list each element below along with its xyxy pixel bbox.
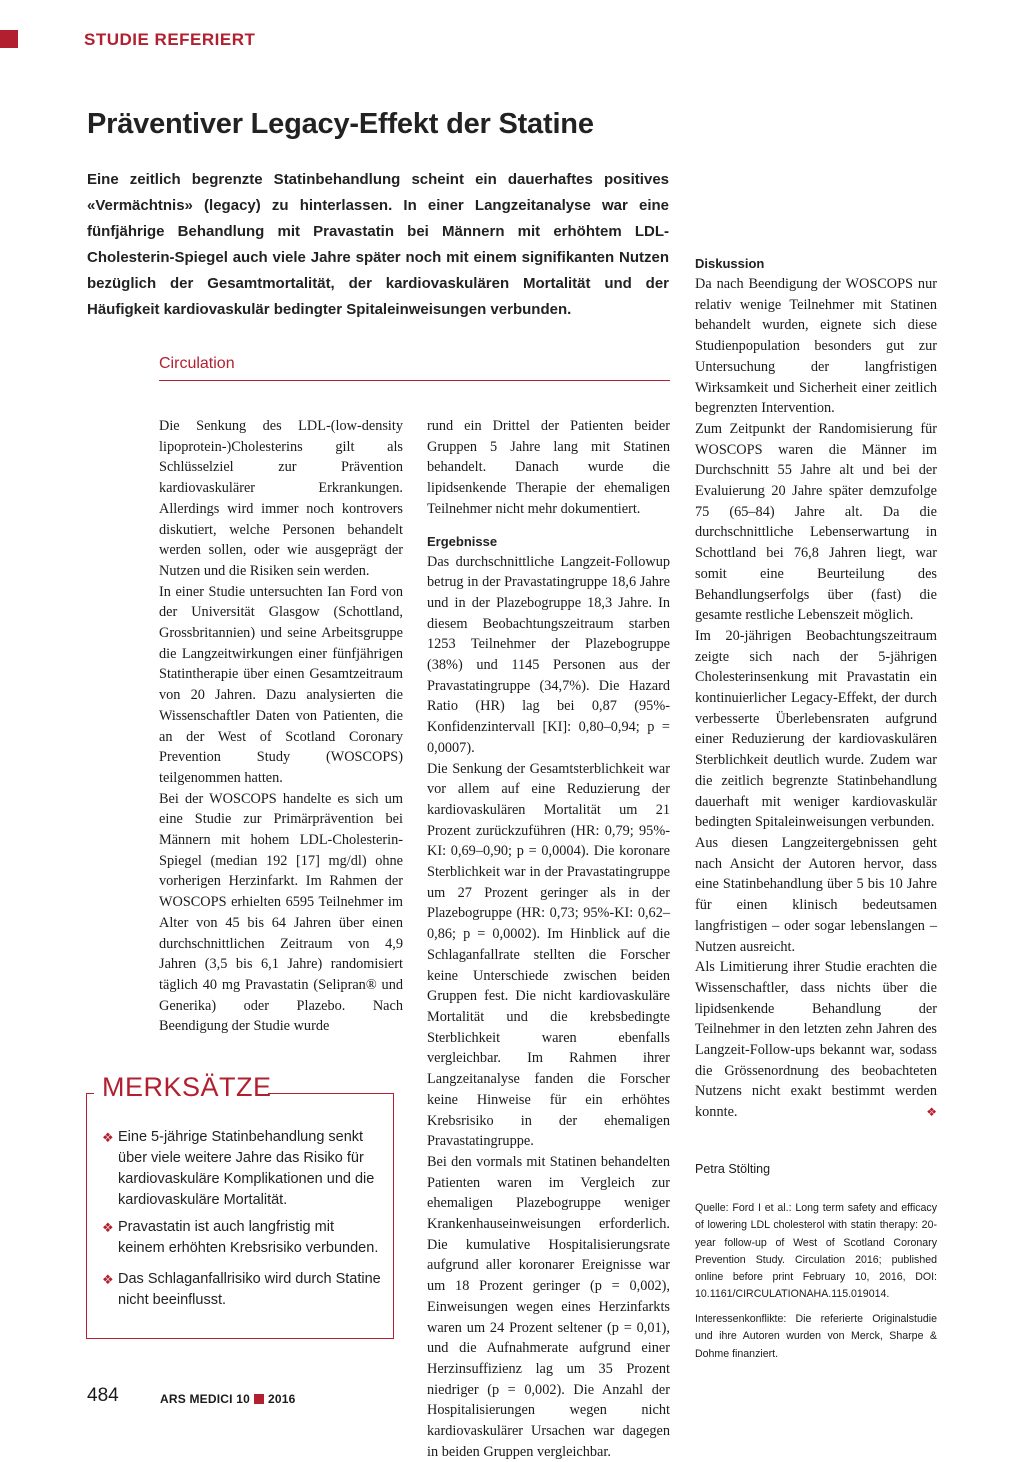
footer-square-icon: [254, 1394, 264, 1404]
merksaetze-item: [102, 1217, 382, 1259]
paragraph: Bei den vormals mit Statinen behandelten Patienten waren im Vergleich zur ehemaligen Plazebogruppe weniger Krankenhauseinweisungen erforderlich. Die kumulative Hospitalisierungsrate aufgrund aller koronarer Ereignisse war um 18 Prozent geringer (p = 0,002), Einweisungen wegen eines Herzinfarkts waren um 24 Prozent seltener (p = 0,01), und die Aufnahmerate aufgrund einer Herzinsuffizienz lag um 35 Prozent niedriger (p = 0,002). Die Anzahl der Hospitalisierungen wegen nicht kardiovaskulärer Ursachen war dagegen in beiden Gruppen vergleichbar.: [427, 1153, 670, 1460]
paragraph: Zum Zeitpunkt der Randomisierung für WOSCOPS waren die Männer im Durchschnitt 55 Jahre alt und bei der Evaluierung 20 Jahre später demzufolge 75 (65–84) Jahre alt. Da die durchschnittliche Lebenserwartung in Schottland bei 76,8 Jahren liegt, war somit eine Beurteilung des Behandlungserfolgs über (fast) die gesamte restliche Lebenszeit möglich.: [695, 420, 937, 624]
merksaetze-title: MERKSÄTZE: [102, 1072, 272, 1102]
section-heading-ergebnisse: Ergebnisse: [427, 533, 498, 549]
merksaetze-item-text: Pravastatin ist auch langfristig mit keinem erhöhten Krebsrisiko verbunden.: [118, 1219, 379, 1256]
diamond-bullet-icon: ❖: [102, 1272, 114, 1287]
paragraph: Die Senkung der Gesamtsterblichkeit war vor allem auf eine Reduzierung der kardiovaskulären Mortalität um 21 Prozent zurückzuführen (HR: 0,79; 95%-KI: 0,69–0,90; p = 0,0004). Die koronare Sterblichkeit war in der Pravastatingruppe um 27 Prozent geringer als in der Plazebogruppe (HR: 0,73; 95%-KI: 0,62–0,86; p = 0,0002). Im Hinblick auf die Schlaganfallrate stellten die Forscher keine Unterschiede zwischen beiden Gruppen fest. Die nicht kardiovaskuläre Mortalität und die krebsbedingte Sterblichkeit waren ebenfalls vergleichbar. Im Rahmen ihrer Langzeitanalyse fanden die Forscher keine Hinweise für ein erhöhtes Krebsrisiko in der ehemaligen Pravastatingruppe.: [427, 760, 670, 1150]
paragraph: Das durchschnittliche Langzeit-Followup betrug in der Pravastatingruppe 18,6 Jahre und in der Plazebogruppe 18,3 Jahre. In diesem Beobachtungszeitraum starben 1253 Teilnehmer der Plazebogruppe (38%) und 1145 Personen aus der Pravastatingruppe (34,7%). Die Hazard Ratio (HR) lag bei 0,87 (95%-Konfidenzintervall [KI]: 0,80–0,94; p = 0,0007).: [427, 553, 670, 756]
article-lead: Eine zeitlich begrenzte Statinbehandlung scheint ein dauerhaftes positives «Vermächtnis» (legacy) zu hinterlassen. In einer Langzeitanalyse war eine fünfjährige Behandlung mit Pravastatin bei Männern mit erhöhtem LDL-Cholesterin-Spiegel auch viele Jahre später noch mit einem signifikanten Nutzen bezüglich der Gesamtmortalität, der kardiovaskulären Mortalität und der Häufigkeit kardiovaskulär bedingter Spitaleinweisungen verbunden.: [87, 171, 669, 318]
conflict-of-interest-note: Interessenkonflikte: Die referierte Originalstudie und ihre Autoren wurden von Merck, Sharpe & Dohme finanziert.: [695, 1313, 937, 1360]
section-tag: STUDIE REFERIERT: [84, 30, 256, 49]
merksaetze-rule-right: [268, 1093, 394, 1094]
merksaetze-item: [102, 1127, 382, 1211]
paragraph: In einer Studie untersuchten Ian Ford von der Universität Glasgow (Schottland, Grossbritannien) und seine Arbeitsgruppe die Langzeitwirkungen einer fünfjährigen Statintherapie über einen Gesamtzeitraum von 20 Jahren. Dazu analysierten die Wissenschaftler Daten von Patienten, die an der West of Scotland Coronary Prevention Study (WOSCOPS) teilgenommen hatten.: [159, 583, 403, 786]
merksaetze-item-text: Das Schlaganfallrisiko wird durch Statine nicht beeinflusst.: [118, 1271, 381, 1308]
merksaetze-item: [102, 1269, 382, 1311]
author-name: Petra Stölting: [695, 1162, 771, 1176]
source-divider: [159, 380, 670, 381]
paragraph: Aus diesen Langzeitergebnissen geht nach Ansicht der Autoren hervor, dass eine Statinbehandlung über 5 bis 10 Jahre für einen klinisch bedeutsamen langfristigen – oder sogar lebenslangen – Nutzen ausreicht.: [695, 834, 937, 955]
text-column-1: [159, 416, 403, 1037]
paragraph: rund ein Drittel der Patienten beider Gruppen 5 Jahre lang mit Statinen behandelt. Danach wurde die lipidsenkende Therapie der ehemaligen Teilnehmer nicht mehr dokumentiert.: [427, 418, 670, 517]
merksaetze-item-text: Eine 5-jährige Statinbehandlung senkt über viele weitere Jahre das Risiko für kardiovaskuläre Komplikationen und die kardiovaskuläre Mortalität.: [118, 1129, 375, 1208]
journal-name: ARS MEDICI 10: [160, 1392, 250, 1406]
text-column-3: [695, 108, 937, 1123]
paragraph: Bei der WOSCOPS handelte es sich um eine Studie zur Primärprävention bei Männern mit hohem LDL-Cholesterin-Spiegel (median 192 [17] mg/dl) ohne vorherigen Herzinfarkt. Im Rahmen der WOSCOPS erhielten 6595 Teilnehmer im Alter von 45 bis 64 Jahren über einen durchschnittlichen Zeitraum von 4,9 Jahren (3,5 bis 6,1 Jahre) randomisiert täglich 40 mg Pravastatin (Selipran® und Generika) oder Plazebo. Nach Beendigung der Studie wurde: [159, 790, 403, 1035]
end-mark-icon: ❖: [926, 1105, 937, 1120]
page-number: 484: [87, 1385, 119, 1406]
paragraph: Im 20-jährigen Beobachtungszeitraum zeigte sich nach der 5-jährigen Cholesterinsenkung mit Pravastatin ein kontinuierlicher Legacy-Effekt, der durch verbesserte Überlebensraten aufgrund einer Reduzierung der kardiovaskulären Sterblichkeit deutlich wurde. Zudem war die zeitlich begrenzte Statinbehandlung dauerhaft mit weniger kardiovaskulär bedingten Spitaleinweisungen verbunden.: [695, 627, 937, 831]
diamond-bullet-icon: ❖: [102, 1220, 114, 1235]
paragraph-text: Als Limitierung ihrer Studie erachten die Wissenschaftler, dass nichts über die lipidsenkende Behandlung der Teilnehmer in den letzten zehn Jahren des Langzeit-Follow-ups bekannt war, sodass die Grössenordnung des beobachteten Nutzens nicht exakt bestimmt werden konnte.: [695, 959, 937, 1121]
merksaetze-rule-left: [86, 1093, 94, 1094]
paragraph: [695, 957, 937, 1123]
text-column-2: [427, 416, 670, 1462]
article-title: Präventiver Legacy-Effekt der Statine: [87, 108, 594, 140]
journal-year: 2016: [267, 1392, 296, 1406]
source-citation: Quelle: Ford I et al.: Long term safety and efficacy of lowering LDL cholesterol with statin therapy: 20-year follow-up of West of Scotland Coronary Prevention Study. Circulation 2016; published online before print February 10, 2016, DOI: 10.1161/CIRCULATIONAHA.115.019014.: [695, 1202, 937, 1301]
source-journal-label: Circulation: [159, 355, 235, 372]
journal-footer: [160, 1392, 295, 1406]
paragraph: Da nach Beendigung der WOSCOPS nur relativ wenige Teilnehmer mit Statinen behandelt wurden, eignete sich diese Studienpopulation besonders gut zur Untersuchung der langfristigen Wirksamkeit und Sicherheit einer zeitlich begrenzten Intervention.: [695, 276, 937, 417]
header-accent-square: [0, 30, 18, 48]
section-heading-diskussion: Diskussion: [695, 256, 765, 271]
diamond-bullet-icon: ❖: [102, 1130, 114, 1145]
paragraph: Die Senkung des LDL-(low-density lipoprotein-)Cholesterins gilt als Schlüsselziel zur Prävention kardiovaskulärer Erkrankungen. Allerdings wird immer noch kontrovers diskutiert, welche Personen behandelt werden sollen, oder wie ausgeprägt der Nutzen und die Risiken sein werden.: [159, 418, 403, 579]
